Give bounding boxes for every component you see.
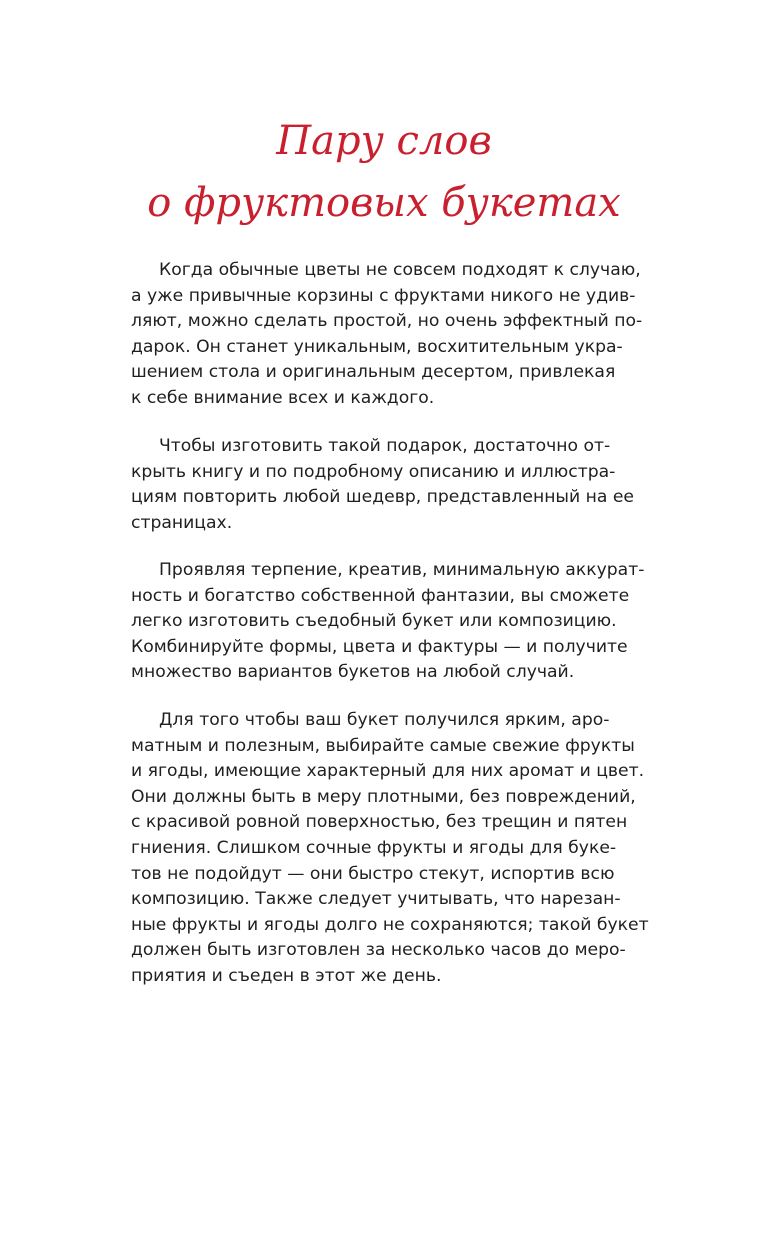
page-title-line-2: о фруктовых букетах: [147, 180, 621, 226]
text-line: Проявляя терпение, креатив, минимальную аккурат-: [159, 560, 645, 580]
text-line: приятия и съеден в этот же день.: [131, 965, 442, 986]
text-line: крыть книгу и по подробному описанию и иллюстра-: [131, 461, 616, 482]
text-line: должен быть изготовлен за несколько часов до меро-: [131, 940, 626, 961]
text-line: к себе внимание всех и каждого.: [131, 387, 435, 408]
page-title-line-1: Пару слов: [276, 118, 492, 164]
text-line: Они должны быть в меру плотными, без повреждений,: [131, 786, 636, 807]
text-line: а уже привычные корзины с фруктами никого не удив-: [131, 285, 636, 306]
text-line: Комбинируйте формы, цвета и фактуры — и получите: [131, 636, 628, 657]
text-line: множество вариантов букетов на любой случай.: [131, 662, 575, 683]
text-line: гниения. Слишком сочные фрукты и ягоды для буке-: [131, 837, 617, 858]
text-line: шением стола и оригинальным десертом, привлекая: [131, 362, 616, 383]
paragraph-1: [131, 258, 679, 412]
text-line: Когда обычные цветы не совсем подходят к случаю,: [159, 260, 641, 280]
paragraph-4: [131, 708, 679, 990]
text-line: матным и полезным, выбирайте самые свежие фрукты: [131, 735, 635, 756]
text-line: страницах.: [131, 512, 233, 533]
text-line: ные фрукты и ягоды долго не сохраняются; такой букет: [131, 914, 649, 935]
paragraph-3: [131, 558, 679, 686]
paragraph-2: [131, 434, 679, 536]
text-line: тов не подойдут — они быстро стекут, испортив всю: [131, 863, 615, 884]
text-line: ляют, можно сделать простой, но очень эффектный по-: [131, 311, 643, 332]
text-line: композицию. Также следует учитывать, что нарезан-: [131, 889, 621, 910]
text-line: Чтобы изготовить такой подарок, достаточно от-: [159, 436, 611, 456]
text-line: Для того чтобы ваш букет получился ярким, аро-: [159, 710, 610, 730]
text-line: циям повторить любой шедевр, представленный на ее: [131, 487, 635, 508]
text-line: с красивой ровной поверхностью, без трещин и пятен: [131, 812, 628, 833]
text-line: дарок. Он станет уникальным, восхитительным укра-: [131, 336, 623, 357]
text-line: и ягоды, имеющие характерный для них аромат и цвет.: [131, 761, 645, 782]
text-line: ность и богатство собственной фантазии, вы сможете: [131, 585, 630, 606]
text-line: легко изготовить съедобный букет или композицию.: [131, 611, 617, 632]
